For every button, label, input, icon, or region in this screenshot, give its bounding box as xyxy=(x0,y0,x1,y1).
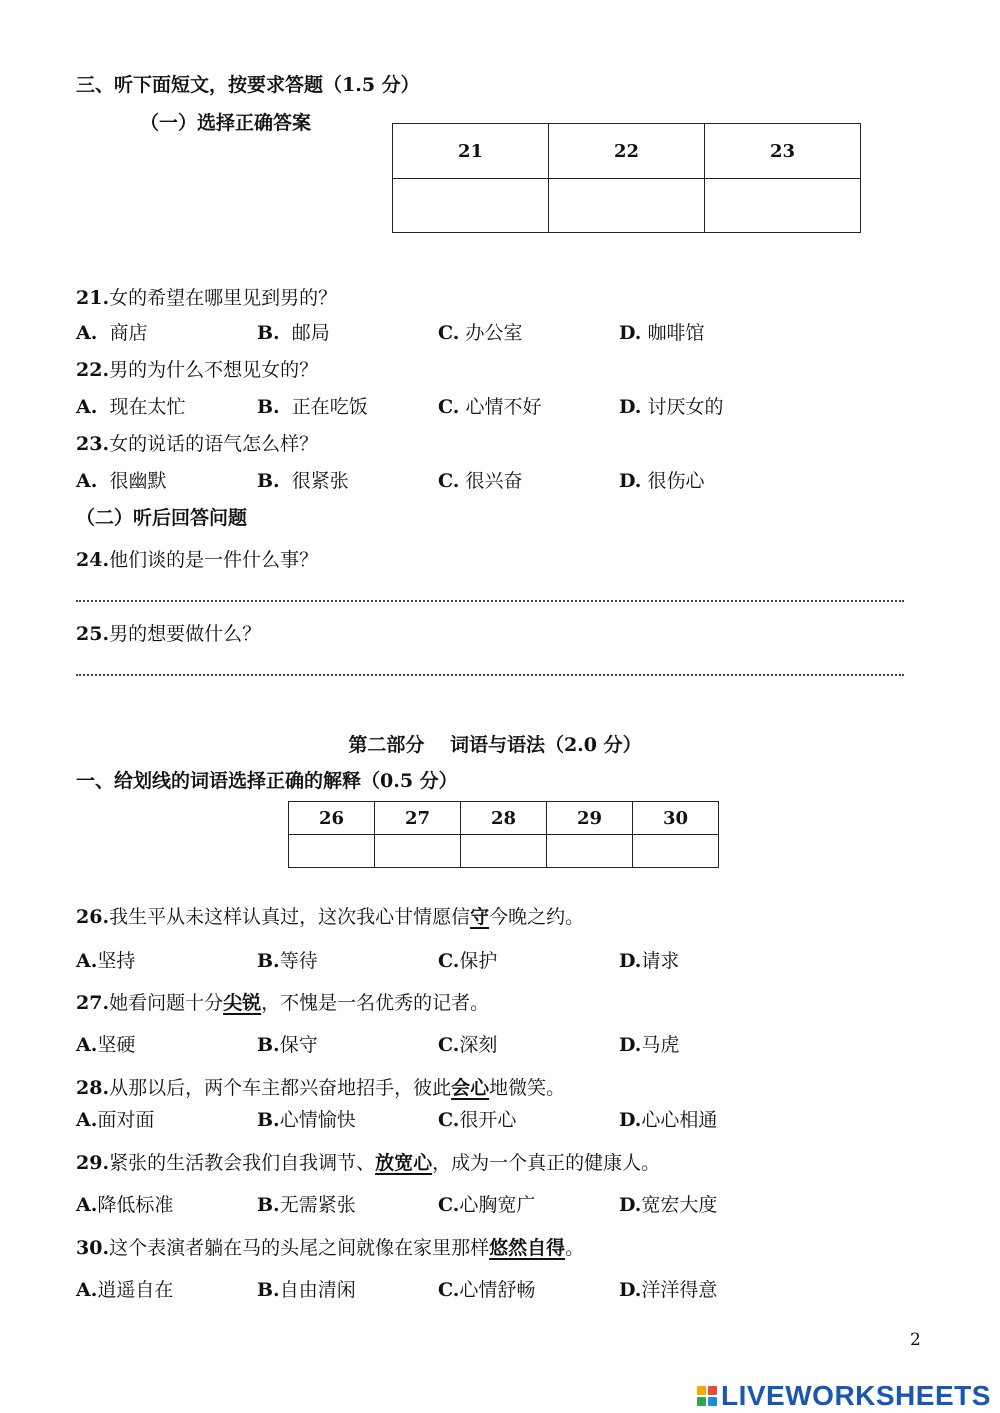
logo-square-4 xyxy=(708,1397,717,1406)
answer-cell-27[interactable] xyxy=(375,835,461,868)
option-27-d[interactable]: D.马虎 xyxy=(619,1034,680,1056)
question-29: 29.紧张的生活教会我们自我调节、放宽心，成为一个真正的健康人。 xyxy=(76,1152,661,1174)
answer-header-21: 21 xyxy=(393,124,549,179)
option-22-b[interactable]: B. 正在吃饭 xyxy=(257,396,368,418)
option-29-b[interactable]: B.无需紧张 xyxy=(257,1194,356,1216)
answer-line-24[interactable] xyxy=(76,600,904,602)
question-22: 22.男的为什么不想见女的？ xyxy=(76,359,319,381)
option-29-a[interactable]: A.降低标准 xyxy=(76,1194,174,1216)
liveworksheets-logo xyxy=(697,1380,991,1412)
option-28-b[interactable]: B.心情愉快 xyxy=(257,1109,356,1131)
logo-square-2 xyxy=(708,1386,717,1395)
option-21-c[interactable]: C. 办公室 xyxy=(438,322,523,344)
option-27-c[interactable]: C.深刻 xyxy=(438,1034,498,1056)
option-26-b[interactable]: B.等待 xyxy=(257,950,318,972)
underlined-word-29: 放宽心 xyxy=(375,1152,433,1174)
answer-header-26: 26 xyxy=(289,802,375,835)
option-22-c[interactable]: C. 心情不好 xyxy=(438,396,542,418)
answer-header-28: 28 xyxy=(461,802,547,835)
answer-header-30: 30 xyxy=(633,802,719,835)
option-29-c[interactable]: C.心胸宽广 xyxy=(438,1194,536,1216)
answer-table-26-30 xyxy=(288,801,719,868)
answer-cell-21[interactable] xyxy=(393,179,549,233)
option-27-b[interactable]: B.保守 xyxy=(257,1034,318,1056)
answer-cell-29[interactable] xyxy=(547,835,633,868)
question-26: 26.我生平从未这样认真过，这次我心甘情愿信守今晚之约。 xyxy=(76,906,585,928)
option-23-b[interactable]: B. 很紧张 xyxy=(257,470,349,492)
answer-cell-26[interactable] xyxy=(289,835,375,868)
question-27: 27.她看问题十分尖锐，不愧是一名优秀的记者。 xyxy=(76,992,490,1014)
logo-squares-icon xyxy=(697,1386,717,1406)
underlined-word-27: 尖锐 xyxy=(223,992,262,1014)
answer-cell-23[interactable] xyxy=(705,179,861,233)
question-21: 21.女的希望在哪里见到男的？ xyxy=(76,287,338,309)
question-24: 24.他们谈的是一件什么事？ xyxy=(76,549,319,571)
option-26-d[interactable]: D.请求 xyxy=(619,950,680,972)
option-23-d[interactable]: D. 很伤心 xyxy=(619,470,705,492)
option-30-c[interactable]: C.心情舒畅 xyxy=(438,1279,536,1301)
option-30-a[interactable]: A.逍遥自在 xyxy=(76,1279,174,1301)
answer-cell-22[interactable] xyxy=(549,179,705,233)
answer-cell-28[interactable] xyxy=(461,835,547,868)
option-23-a[interactable]: A. 很幽默 xyxy=(76,470,167,492)
option-23-c[interactable]: C. 很兴奋 xyxy=(438,470,523,492)
question-25: 25.男的想要做什么？ xyxy=(76,623,262,645)
option-30-b[interactable]: B.自由清闲 xyxy=(257,1279,356,1301)
answer-header-23: 23 xyxy=(705,124,861,179)
question-23: 23.女的说话的语气怎么样？ xyxy=(76,433,319,455)
answer-cell-30[interactable] xyxy=(633,835,719,868)
option-28-d[interactable]: D.心心相通 xyxy=(619,1109,718,1131)
option-26-a[interactable]: A.坚持 xyxy=(76,950,136,972)
question-28: 28.从那以后，两个车主都兴奋地招手，彼此会心地微笑。 xyxy=(76,1077,566,1099)
answer-header-27: 27 xyxy=(375,802,461,835)
answer-line-25[interactable] xyxy=(76,674,904,676)
option-21-a[interactable]: A. 商店 xyxy=(76,322,148,344)
part2-title: 第二部分 词语与语法（2.0 分） xyxy=(348,734,642,756)
section3-title: 三、听下面短文，按要求答题（1.5 分） xyxy=(76,74,420,96)
option-28-c[interactable]: C.很开心 xyxy=(438,1109,517,1131)
answer-table-21-23 xyxy=(392,123,861,233)
option-22-d[interactable]: D. 讨厌女的 xyxy=(619,396,724,418)
section3-sub2-title: （二）听后回答问题 xyxy=(76,507,248,529)
logo-square-1 xyxy=(697,1386,706,1395)
option-27-a[interactable]: A.坚硬 xyxy=(76,1034,136,1056)
option-30-d[interactable]: D.洋洋得意 xyxy=(619,1279,718,1301)
part2-section1-title: 一、给划线的词语选择正确的解释（0.5 分） xyxy=(76,770,458,792)
question-30: 30.这个表演者躺在马的头尾之间就像在家里那样悠然自得。 xyxy=(76,1237,585,1259)
option-29-d[interactable]: D.宽宏大度 xyxy=(619,1194,718,1216)
answer-header-22: 22 xyxy=(549,124,705,179)
logo-text: LIVEWORKSHEETS xyxy=(721,1380,991,1411)
option-26-c[interactable]: C.保护 xyxy=(438,950,498,972)
option-22-a[interactable]: A. 现在太忙 xyxy=(76,396,186,418)
option-28-a[interactable]: A.面对面 xyxy=(76,1109,155,1131)
logo-square-3 xyxy=(697,1397,706,1406)
option-21-b[interactable]: B. 邮局 xyxy=(257,322,330,344)
option-21-d[interactable]: D. 咖啡馆 xyxy=(619,322,705,344)
underlined-word-28: 会心 xyxy=(451,1077,490,1099)
section3-sub1-title: （一）选择正确答案 xyxy=(140,112,312,134)
underlined-word-26: 守 xyxy=(470,906,490,928)
page-number: 2 xyxy=(910,1330,921,1350)
answer-header-29: 29 xyxy=(547,802,633,835)
underlined-word-30: 悠然自得 xyxy=(489,1237,566,1259)
